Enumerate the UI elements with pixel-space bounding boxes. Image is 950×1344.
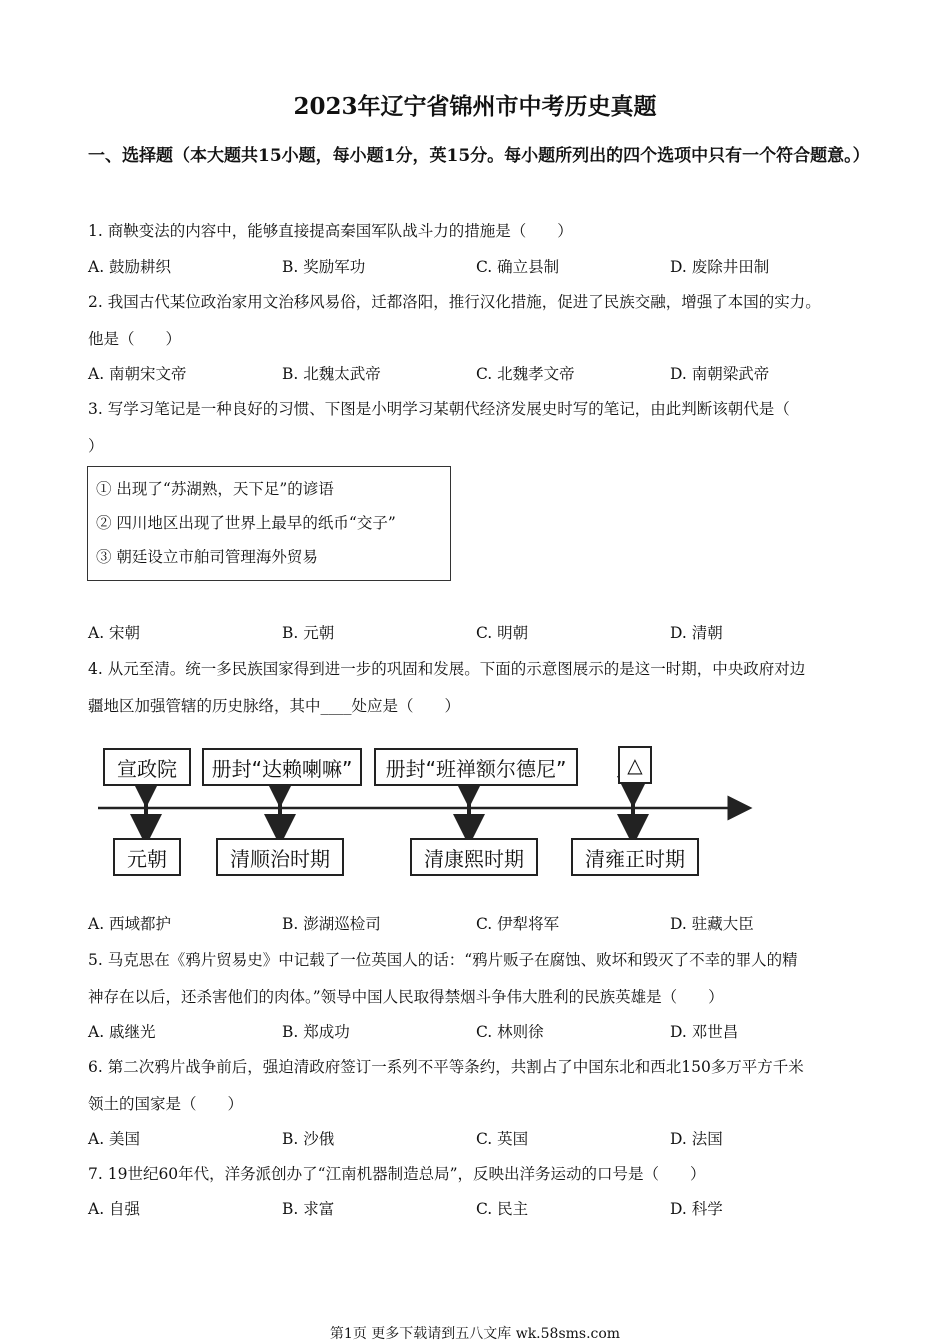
question-4-stem: 4. 从元至清。统一多民族国家得到进一步的巩固和发展。下面的示意图展示的是这一时期，中央政府对边 <box>88 660 806 678</box>
option-d[interactable]: D. 清朝 <box>670 624 723 642</box>
option-c[interactable]: C. 英国 <box>476 1130 529 1148</box>
timeline-top-label: 册封“班禅额尔德尼” <box>374 748 578 786</box>
option-a[interactable]: A. 宋朝 <box>88 624 141 642</box>
timeline-top-label: 册封“达赖喇嘛” <box>202 748 362 786</box>
option-c[interactable]: C. 林则徐 <box>476 1023 544 1041</box>
note-item: ② 四川地区出现了世界上最早的纸币“交子” <box>96 514 396 532</box>
question-6-stem: 6. 第二次鸦片战争前后，强迫清政府签订一系列不平等条约，共割占了中国东北和西北150多万平方千米 <box>88 1058 804 1076</box>
question-6-options <box>88 1127 888 1149</box>
option-a[interactable]: A. 鼓励耕织 <box>88 258 172 276</box>
option-d[interactable]: D. 邓世昌 <box>670 1023 739 1041</box>
question-5-stem: 5. 马克思在《鸦片贸易史》中记载了一位英国人的话：“鸦片贩子在腐蚀、败坏和毁灭了不幸的罪人的精 <box>88 951 798 969</box>
option-b[interactable]: B. 北魏太武帝 <box>282 365 381 383</box>
option-b[interactable]: B. 求富 <box>282 1200 335 1218</box>
option-c[interactable]: C. 民主 <box>476 1200 529 1218</box>
option-c[interactable]: C. 伊犁将军 <box>476 915 560 933</box>
question-7-stem: 7. 19世纪60年代，洋务派创办了“江南机器制造总局”，反映出洋务运动的口号是（ ） <box>88 1165 706 1183</box>
option-a[interactable]: A. 戚继光 <box>88 1023 156 1041</box>
question-3-stem: 3. 写学习笔记是一种良好的习惯、下图是小明学习某朝代经济发展史时写的笔记，由此判断该朝代是（ <box>88 400 790 418</box>
timeline-bottom-label: 清雍正时期 <box>571 838 699 876</box>
option-d[interactable]: D. 科学 <box>670 1200 723 1218</box>
option-d[interactable]: D. 驻藏大臣 <box>670 915 754 933</box>
timeline-bottom-label: 清顺治时期 <box>216 838 344 876</box>
option-d[interactable]: D. 南朝梁武帝 <box>670 365 770 383</box>
timeline-blank-label: △ <box>618 746 652 784</box>
note-item: ① 出现了“苏湖熟，天下足”的谚语 <box>96 480 334 498</box>
question-5-stem-cont: 神存在以后，还杀害他们的肉体。”领导中国人民取得禁烟斗争伟大胜利的民族英雄是（ ） <box>88 988 724 1006</box>
option-c[interactable]: C. 明朝 <box>476 624 529 642</box>
option-a[interactable]: A. 自强 <box>88 1200 141 1218</box>
timeline-bottom-label: 元朝 <box>113 838 181 876</box>
option-b[interactable]: B. 元朝 <box>282 624 335 642</box>
option-b[interactable]: B. 澎湖巡检司 <box>282 915 381 933</box>
question-1-stem: 1. 商鞅变法的内容中，能够直接提高秦国军队战斗力的措施是（ ） <box>88 222 573 240</box>
page-footer: 第1页 更多下载请到五八文库 wk.58sms.com <box>329 1326 621 1342</box>
question-5-options <box>88 1020 888 1042</box>
section-heading: 一、选择题（本大题共15小题，每小题1分，英15分。每小题所列出的四个选项中只有一个符合题意。） <box>88 146 870 166</box>
option-c[interactable]: C. 北魏孝文帝 <box>476 365 575 383</box>
timeline-diagram <box>88 740 768 880</box>
question-2-stem: 2. 我国古代某位政治家用文治移风易俗，迁都洛阳，推行汉化措施，促进了民族交融，增强了本国的实力。 <box>88 293 821 311</box>
option-b[interactable]: B. 郑成功 <box>282 1023 350 1041</box>
option-b[interactable]: B. 沙俄 <box>282 1130 335 1148</box>
note-item: ③ 朝廷设立市舶司管理海外贸易 <box>96 548 318 566</box>
option-c[interactable]: C. 确立县制 <box>476 258 560 276</box>
timeline-bottom-label: 清康熙时期 <box>410 838 538 876</box>
question-3-options <box>88 621 888 643</box>
option-a[interactable]: A. 南朝宋文帝 <box>88 365 187 383</box>
question-6-stem-cont: 领土的国家是（ ） <box>88 1095 244 1113</box>
study-notes-box <box>87 466 451 581</box>
question-1-options <box>88 255 888 277</box>
question-7-options <box>88 1197 888 1219</box>
question-2-stem-cont: 他是（ ） <box>88 330 182 348</box>
timeline-top-label: 宣政院 <box>103 748 191 786</box>
question-4-options <box>88 912 888 934</box>
option-a[interactable]: A. 西域都护 <box>88 915 172 933</box>
option-a[interactable]: A. 美国 <box>88 1130 141 1148</box>
option-d[interactable]: D. 法国 <box>670 1130 723 1148</box>
question-3-stem-cont: ） <box>88 437 104 455</box>
page-title: 2023年辽宁省锦州市中考历史真题 <box>293 93 657 120</box>
question-2-options <box>88 362 888 384</box>
option-b[interactable]: B. 奖励军功 <box>282 258 366 276</box>
option-d[interactable]: D. 废除井田制 <box>670 258 770 276</box>
question-4-stem-cont: 疆地区加强管辖的历史脉络，其中____处应是（ ） <box>88 697 461 715</box>
